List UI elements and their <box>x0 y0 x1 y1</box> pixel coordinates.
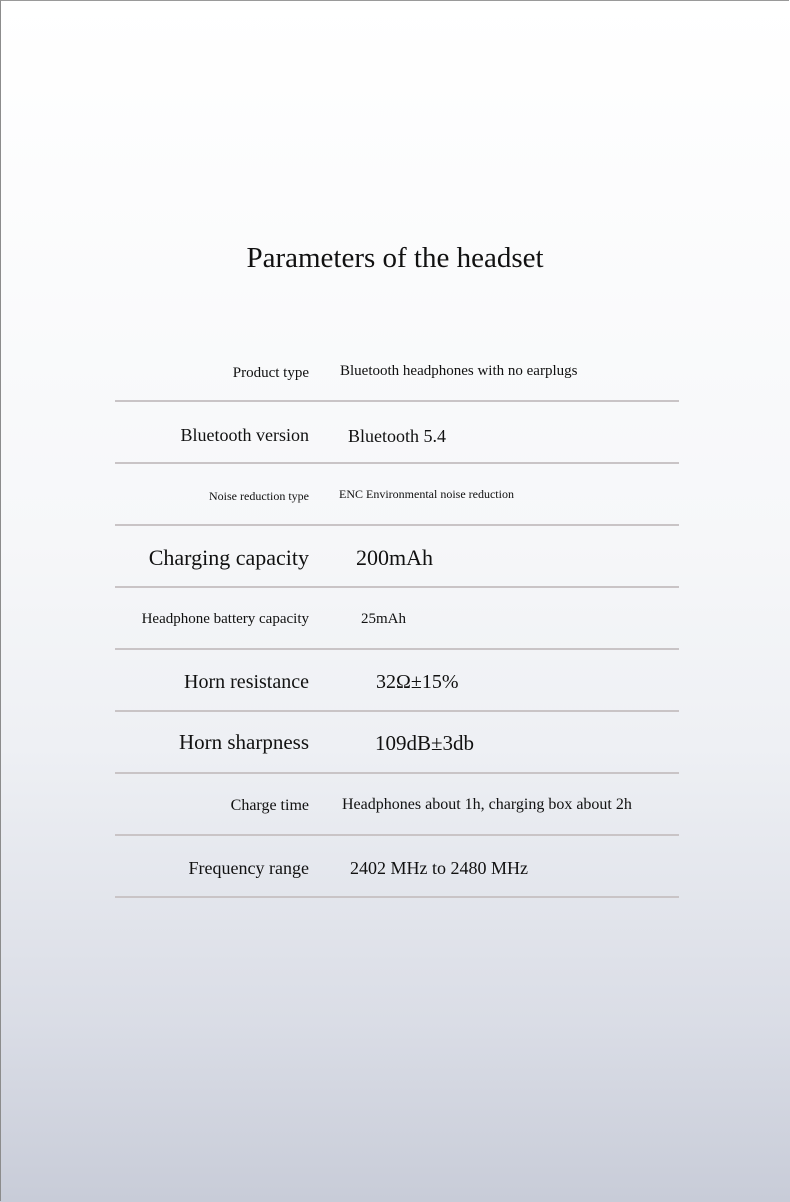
spec-label: Charging capacity <box>148 545 309 570</box>
spec-label: Bluetooth version <box>180 425 309 445</box>
divider <box>115 834 679 836</box>
spec-row-product-type <box>0 350 790 412</box>
spec-value: 25mAh <box>361 611 406 627</box>
divider <box>115 710 679 712</box>
divider <box>115 524 679 526</box>
divider <box>115 772 679 774</box>
spec-label: Product type <box>232 365 309 381</box>
spec-label: Noise reduction type <box>209 489 309 503</box>
divider <box>115 462 679 464</box>
spec-row-bluetooth-version <box>0 412 790 474</box>
page-title: Parameters of the headset <box>246 242 544 274</box>
divider <box>115 400 679 402</box>
spec-label: Horn resistance <box>184 671 309 693</box>
spec-label: Charge time <box>230 797 309 814</box>
spec-row-horn-resistance <box>0 660 790 722</box>
spec-value: Bluetooth 5.4 <box>348 426 446 446</box>
spec-label: Frequency range <box>188 858 309 878</box>
spec-value: 2402 MHz to 2480 MHz <box>350 858 528 878</box>
spec-row-charging-capacity <box>0 536 790 598</box>
spec-row-frequency-range <box>0 846 790 908</box>
spec-value: Bluetooth headphones with no earplugs <box>340 363 578 379</box>
spec-label: Horn sharpness <box>178 730 309 754</box>
spec-value: 200mAh <box>356 545 433 570</box>
spec-row-noise-reduction-type <box>0 474 790 536</box>
spec-label: Headphone battery capacity <box>141 611 309 627</box>
divider <box>115 648 679 650</box>
spec-value: Headphones about 1h, charging box about 2h <box>342 796 632 813</box>
spec-value: ENC Environmental noise reduction <box>339 487 514 501</box>
spec-value: 109dB±3db <box>375 731 475 755</box>
spec-row-horn-sharpness <box>0 722 790 784</box>
spec-value: 32Ω±15% <box>376 671 459 693</box>
divider <box>115 896 679 898</box>
divider <box>115 586 679 588</box>
spec-row-charge-time <box>0 784 790 846</box>
spec-row-headphone-battery-capacity <box>0 598 790 660</box>
